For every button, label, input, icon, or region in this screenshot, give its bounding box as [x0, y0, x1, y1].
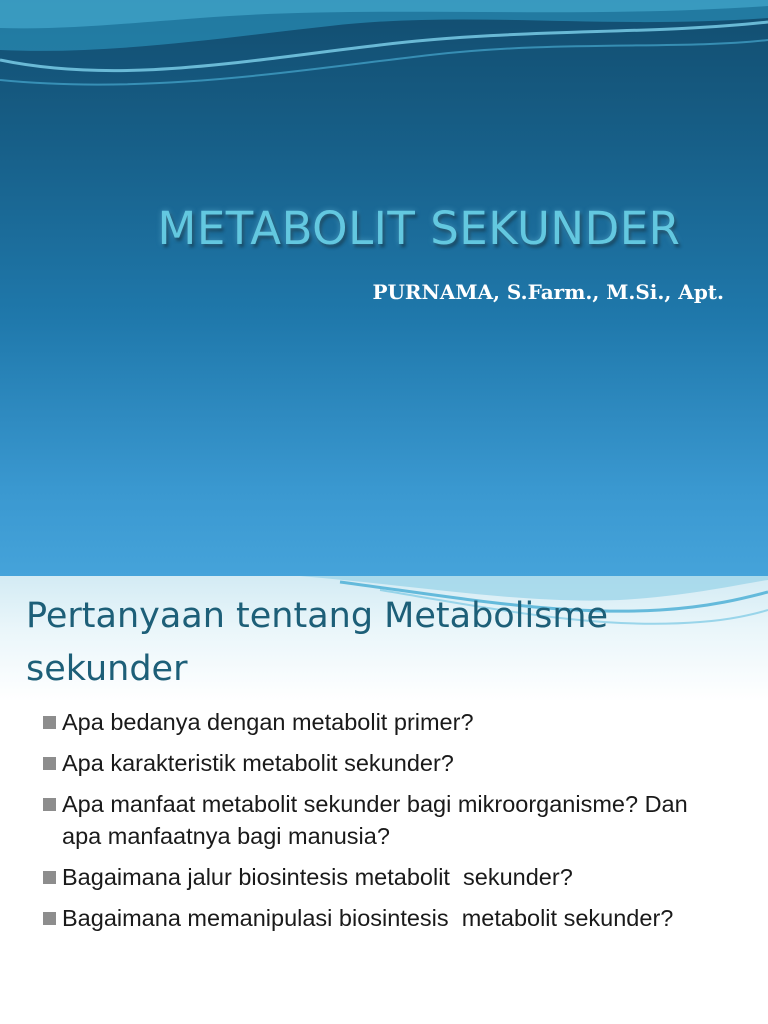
question-list: [0, 706, 768, 943]
bullet-square-icon: [43, 716, 56, 729]
list-item: [0, 706, 768, 738]
list-item-text: Bagaimana memanipulasi biosintesis metabolit sekunder?: [62, 905, 674, 931]
bullet-square-icon: [43, 871, 56, 884]
list-item-text: Apa manfaat metabolit sekunder bagi mikroorganisme? Dan apa manfaatnya bagi manusia?: [62, 791, 695, 849]
questions-slide: [0, 576, 768, 1024]
list-item: [0, 788, 768, 852]
wave-decoration: [0, 0, 768, 110]
list-item-text: Apa bedanya dengan metabolit primer?: [62, 709, 474, 735]
list-item-text: Bagaimana jalur biosintesis metabolit sekunder?: [62, 864, 573, 890]
list-item: [0, 902, 768, 934]
bullet-square-icon: [43, 798, 56, 811]
list-item: [0, 861, 768, 893]
slide-title: Pertanyaan tentang Metabolisme sekunder: [26, 596, 609, 689]
slide-title: METABOLIT SEKUNDER: [157, 202, 681, 255]
slide-subtitle: PURNAMA, S.Farm., M.Si., Apt.: [372, 280, 724, 304]
list-item-text: Apa karakteristik metabolit sekunder?: [62, 750, 454, 776]
bullet-square-icon: [43, 912, 56, 925]
list-item: [0, 747, 768, 779]
bullet-square-icon: [43, 757, 56, 770]
